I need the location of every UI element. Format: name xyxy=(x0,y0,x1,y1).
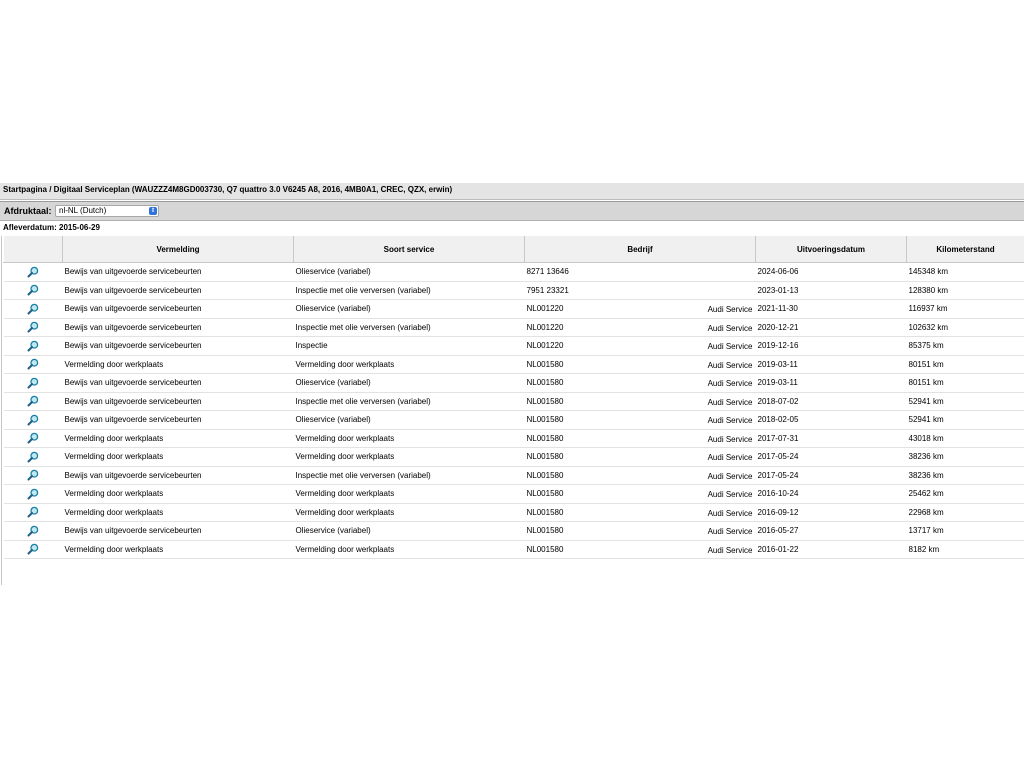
cell-bedrijf xyxy=(525,466,756,485)
table-row xyxy=(4,503,1024,522)
cell-bedrijf xyxy=(525,281,756,300)
bedrijf-naam: Audi Service xyxy=(707,379,753,389)
cell-vermelding: Bewijs van uitgevoerde servicebeurten xyxy=(63,411,294,430)
cell-bedrijf xyxy=(525,392,756,411)
cell-soort-service: Inspectie met olie verversen (variabel) xyxy=(294,392,525,411)
cell-kilometerstand: 80151 km xyxy=(907,355,1024,374)
magnifier-icon[interactable] xyxy=(27,322,39,331)
cell-bedrijf xyxy=(525,355,756,374)
table-row xyxy=(4,485,1024,504)
bedrijf-naam: Audi Service xyxy=(707,453,753,463)
cell-vermelding: Bewijs van uitgevoerde servicebeurten xyxy=(63,522,294,541)
cell-uitvoeringsdatum: 2024-06-06 xyxy=(756,263,907,282)
cell-kilometerstand: 52941 km xyxy=(907,411,1024,430)
table-row xyxy=(4,522,1024,541)
cell-uitvoeringsdatum: 2016-05-27 xyxy=(756,522,907,541)
cell-kilometerstand: 116937 km xyxy=(907,300,1024,319)
cell-kilometerstand: 8182 km xyxy=(907,540,1024,559)
cell-bedrijf xyxy=(525,411,756,430)
cell-uitvoeringsdatum: 2016-09-12 xyxy=(756,503,907,522)
bedrijf-code: NL001580 xyxy=(526,396,564,406)
cell-kilometerstand: 102632 km xyxy=(907,318,1024,337)
cell-vermelding: Bewijs van uitgevoerde servicebeurten xyxy=(63,392,294,411)
cell-soort-service: Olieservice (variabel) xyxy=(294,300,525,319)
cell-soort-service: Inspectie xyxy=(294,337,525,356)
cell-bedrijf xyxy=(525,429,756,448)
bedrijf-code: NL001580 xyxy=(526,544,564,554)
column-header-kilometerstand[interactable]: Kilometerstand xyxy=(907,236,1024,263)
table-header-row xyxy=(4,236,1024,263)
magnifier-icon[interactable] xyxy=(27,304,39,313)
cell-kilometerstand: 52941 km xyxy=(907,392,1024,411)
service-history-table xyxy=(3,236,1024,559)
cell-soort-service: Olieservice (variabel) xyxy=(294,263,525,282)
bedrijf-naam: Audi Service xyxy=(707,416,753,426)
bedrijf-code: NL001580 xyxy=(526,359,564,369)
cell-uitvoeringsdatum: 2018-02-05 xyxy=(756,411,907,430)
table-row xyxy=(4,540,1024,559)
table-row xyxy=(4,411,1024,430)
cell-kilometerstand: 38236 km xyxy=(907,466,1024,485)
bedrijf-code: NL001580 xyxy=(526,415,564,425)
bedrijf-code: NL001580 xyxy=(526,489,564,499)
bedrijf-naam: Audi Service xyxy=(707,545,753,555)
magnifier-icon[interactable] xyxy=(27,433,39,442)
cell-vermelding: Bewijs van uitgevoerde servicebeurten xyxy=(63,281,294,300)
table-row xyxy=(4,337,1024,356)
print-language-bar xyxy=(0,201,1024,221)
column-header-icon xyxy=(4,236,63,263)
cell-uitvoeringsdatum: 2020-12-21 xyxy=(756,318,907,337)
cell-vermelding: Bewijs van uitgevoerde servicebeurten xyxy=(63,300,294,319)
cell-kilometerstand: 80151 km xyxy=(907,374,1024,393)
cell-uitvoeringsdatum: 2016-01-22 xyxy=(756,540,907,559)
magnifier-icon[interactable] xyxy=(27,267,39,276)
magnifier-icon[interactable] xyxy=(27,470,39,479)
cell-bedrijf xyxy=(525,448,756,467)
cell-uitvoeringsdatum: 2017-07-31 xyxy=(756,429,907,448)
magnifier-icon[interactable] xyxy=(27,415,39,424)
table-row xyxy=(4,281,1024,300)
bedrijf-naam: Audi Service xyxy=(707,342,753,352)
cell-soort-service: Vermelding door werkplaats xyxy=(294,540,525,559)
cell-bedrijf xyxy=(525,337,756,356)
cell-soort-service: Inspectie met olie verversen (variabel) xyxy=(294,281,525,300)
table-row xyxy=(4,392,1024,411)
magnifier-icon[interactable] xyxy=(27,341,39,350)
cell-bedrijf xyxy=(525,485,756,504)
magnifier-icon[interactable] xyxy=(27,452,39,461)
cell-uitvoeringsdatum: 2019-03-11 xyxy=(756,355,907,374)
column-header-soort-service[interactable]: Soort service xyxy=(294,236,525,263)
magnifier-icon[interactable] xyxy=(27,378,39,387)
print-language-select[interactable] xyxy=(55,205,159,217)
bedrijf-naam: Audi Service xyxy=(707,508,753,518)
cell-soort-service: Vermelding door werkplaats xyxy=(294,503,525,522)
cell-uitvoeringsdatum: 2017-05-24 xyxy=(756,466,907,485)
column-header-bedrijf[interactable]: Bedrijf xyxy=(525,236,756,263)
delivery-date: Afleverdatum: 2015-06-29 xyxy=(3,223,100,232)
bedrijf-code: 7951 23321 xyxy=(526,285,569,295)
bedrijf-naam: Audi Service xyxy=(707,490,753,500)
cell-bedrijf xyxy=(525,503,756,522)
bedrijf-code: NL001580 xyxy=(526,378,564,388)
cell-uitvoeringsdatum: 2023-01-13 xyxy=(756,281,907,300)
cell-vermelding: Vermelding door werkplaats xyxy=(63,429,294,448)
cell-uitvoeringsdatum: 2018-07-02 xyxy=(756,392,907,411)
magnifier-icon[interactable] xyxy=(27,544,39,553)
column-header-vermelding[interactable]: Vermelding xyxy=(63,236,294,263)
cell-soort-service: Olieservice (variabel) xyxy=(294,411,525,430)
table-row xyxy=(4,263,1024,282)
breadcrumb[interactable]: Startpagina / Digitaal Serviceplan (WAUZZZ4M8GD003730, Q7 quattro 3.0 V6245 A8, 2016, 4MB0A1, CREC, QZX, erwin) xyxy=(0,183,1024,200)
bedrijf-code: NL001220 xyxy=(526,341,564,351)
bedrijf-code: NL001580 xyxy=(526,433,564,443)
cell-kilometerstand: 13717 km xyxy=(907,522,1024,541)
magnifier-icon[interactable] xyxy=(27,526,39,535)
print-language-label: Afdruktaal: xyxy=(4,206,52,216)
cell-vermelding: Vermelding door werkplaats xyxy=(63,503,294,522)
cell-vermelding: Vermelding door werkplaats xyxy=(63,448,294,467)
cell-vermelding: Vermelding door werkplaats xyxy=(63,355,294,374)
cell-bedrijf xyxy=(525,263,756,282)
cell-vermelding: Bewijs van uitgevoerde servicebeurten xyxy=(63,318,294,337)
cell-uitvoeringsdatum: 2019-12-16 xyxy=(756,337,907,356)
cell-bedrijf xyxy=(525,374,756,393)
bedrijf-code: NL001580 xyxy=(526,526,564,536)
table-row xyxy=(4,429,1024,448)
select-arrows-icon: ⇕ xyxy=(150,208,156,214)
bedrijf-naam: Audi Service xyxy=(707,360,753,370)
table-row xyxy=(4,374,1024,393)
bedrijf-naam: Audi Service xyxy=(707,527,753,537)
cell-bedrijf xyxy=(525,522,756,541)
cell-kilometerstand: 25462 km xyxy=(907,485,1024,504)
bedrijf-naam: Audi Service xyxy=(707,323,753,333)
table-row xyxy=(4,355,1024,374)
cell-kilometerstand: 85375 km xyxy=(907,337,1024,356)
bedrijf-code: NL001220 xyxy=(526,304,564,314)
cell-soort-service: Inspectie met olie verversen (variabel) xyxy=(294,466,525,485)
cell-vermelding: Bewijs van uitgevoerde servicebeurten xyxy=(63,374,294,393)
cell-vermelding: Bewijs van uitgevoerde servicebeurten xyxy=(63,466,294,485)
cell-uitvoeringsdatum: 2021-11-30 xyxy=(756,300,907,319)
table-row xyxy=(4,466,1024,485)
bedrijf-code: NL001580 xyxy=(526,470,564,480)
cell-kilometerstand: 38236 km xyxy=(907,448,1024,467)
magnifier-icon[interactable] xyxy=(27,285,39,294)
bedrijf-naam: Audi Service xyxy=(707,305,753,315)
bedrijf-naam: Audi Service xyxy=(707,434,753,444)
column-header-uitvoeringsdatum[interactable]: Uitvoeringsdatum xyxy=(756,236,907,263)
cell-soort-service: Olieservice (variabel) xyxy=(294,522,525,541)
cell-soort-service: Olieservice (variabel) xyxy=(294,374,525,393)
table-row xyxy=(4,300,1024,319)
bedrijf-code: 8271 13646 xyxy=(526,267,569,277)
table-row xyxy=(4,318,1024,337)
cell-bedrijf xyxy=(525,300,756,319)
bedrijf-naam: Audi Service xyxy=(707,471,753,481)
cell-bedrijf xyxy=(525,540,756,559)
cell-kilometerstand: 145348 km xyxy=(907,263,1024,282)
table-row xyxy=(4,448,1024,467)
cell-soort-service: Inspectie met olie verversen (variabel) xyxy=(294,318,525,337)
cell-vermelding: Bewijs van uitgevoerde servicebeurten xyxy=(63,337,294,356)
cell-soort-service: Vermelding door werkplaats xyxy=(294,429,525,448)
bedrijf-naam: Audi Service xyxy=(707,397,753,407)
bedrijf-code: NL001220 xyxy=(526,322,564,332)
bedrijf-code: NL001580 xyxy=(526,452,564,462)
cell-soort-service: Vermelding door werkplaats xyxy=(294,355,525,374)
cell-uitvoeringsdatum: 2017-05-24 xyxy=(756,448,907,467)
cell-kilometerstand: 43018 km xyxy=(907,429,1024,448)
cell-soort-service: Vermelding door werkplaats xyxy=(294,485,525,504)
bedrijf-code: NL001580 xyxy=(526,507,564,517)
cell-bedrijf xyxy=(525,318,756,337)
magnifier-icon[interactable] xyxy=(27,507,39,516)
cell-kilometerstand: 128380 km xyxy=(907,281,1024,300)
magnifier-icon[interactable] xyxy=(27,396,39,405)
cell-vermelding: Vermelding door werkplaats xyxy=(63,485,294,504)
cell-soort-service: Vermelding door werkplaats xyxy=(294,448,525,467)
left-divider xyxy=(1,236,2,585)
magnifier-icon[interactable] xyxy=(27,359,39,368)
cell-vermelding: Vermelding door werkplaats xyxy=(63,540,294,559)
cell-uitvoeringsdatum: 2016-10-24 xyxy=(756,485,907,504)
cell-kilometerstand: 22968 km xyxy=(907,503,1024,522)
magnifier-icon[interactable] xyxy=(27,489,39,498)
cell-uitvoeringsdatum: 2019-03-11 xyxy=(756,374,907,393)
print-language-value: nl-NL (Dutch) xyxy=(59,206,107,215)
cell-vermelding: Bewijs van uitgevoerde servicebeurten xyxy=(63,263,294,282)
